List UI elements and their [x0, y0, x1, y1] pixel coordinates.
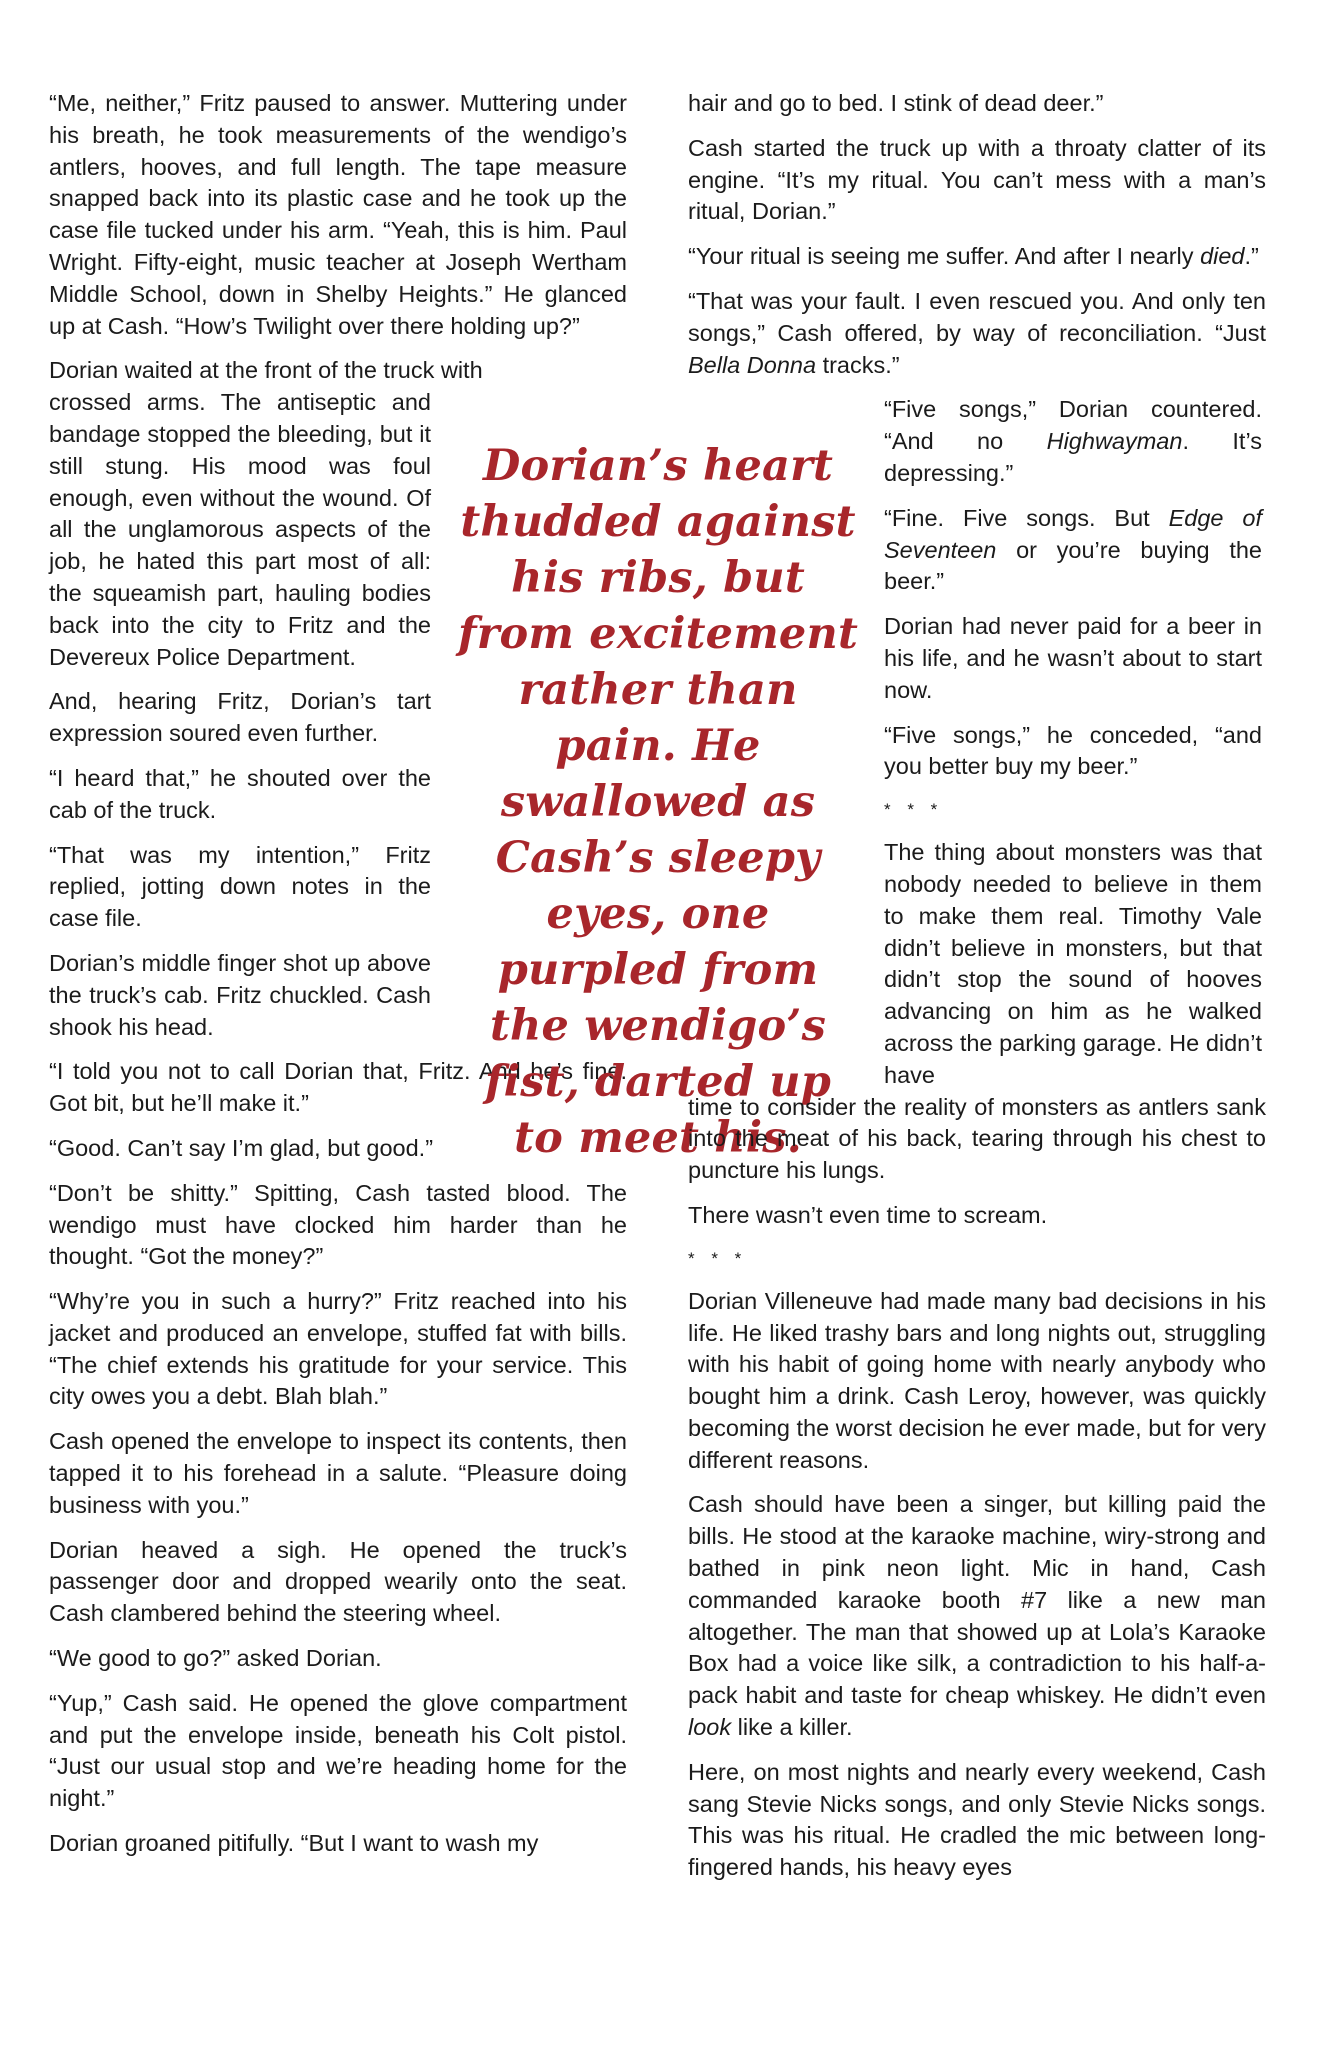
- paragraph-intro-line: Dorian waited at the front of the truck with: [49, 357, 483, 384]
- italic-title: Edge of Seventeen: [884, 504, 1262, 563]
- right-column: [688, 88, 1266, 1897]
- paragraph: Dorian heaved a sigh. He opened the truck’s passenger door and dropped wearily onto the seat. Cash clambered behind the steering wheel.: [49, 1536, 627, 1627]
- paragraph: Dorian had never paid for a beer in his life, and he wasn’t about to start now.: [884, 613, 1262, 703]
- paragraph: “Five songs,” he conceded, “and you better buy my beer.”: [884, 721, 1262, 780]
- paragraph: “Yup,” Cash said. He opened the glove compartment and put the envelope inside, beneath his Colt pistol. “Just our usual stop and we’re heading home for the night.”: [49, 1689, 627, 1812]
- text-run: “That was your fault. I even rescued you. And only ten songs,” Cash offered, by way of reconciliation. “Just: [688, 287, 1266, 346]
- scene-break: * * *: [688, 1248, 748, 1268]
- paragraph: Here, on most nights and nearly every weekend, Cash sang Stevie Nicks songs, and only Stevie Nicks songs. This was his ritual. He cradled the mic between long-fingered hands, his heavy eyes: [688, 1758, 1266, 1881]
- paragraph: “I told you not to call Dorian that, Fritz. And he’s fine. Got bit, but he’ll make it.”: [49, 1058, 627, 1117]
- paragraph: Cash opened the envelope to inspect its contents, then tapped it to his forehead in a salute. “Pleasure doing business with you.”: [49, 1428, 627, 1518]
- italic-word: died: [1200, 243, 1245, 270]
- paragraph: [884, 394, 1262, 489]
- paragraph: There wasn’t even time to scream.: [688, 1201, 1048, 1228]
- paragraph: [688, 1489, 1266, 1743]
- paragraph: crossed arms. The antiseptic and bandage stopped the bleeding, but it still stung. His mood was foul enough, even without the wound. Of all the unglamorous aspects of the job, he hated this part most of all: the squeamish part, hauling bodies back into the city to Fritz and the Devereux Police Department.: [49, 389, 431, 670]
- paragraph: Dorian groaned pitifully. “But I want to wash my: [49, 1830, 539, 1857]
- text-run: or you’re buying the beer.”: [884, 536, 1262, 595]
- paragraph: And, hearing Fritz, Dorian’s tart expression soured even further.: [49, 688, 431, 747]
- paragraph: “Me, neither,” Fritz paused to answer. Muttering under his breath, he took measurements of the wendigo’s antlers, hooves, and full length. The tape measure snapped back into its plastic case and he took up the case file tucked under his arm. “Yeah, this is him. Paul Wright. Fifty-eight, music teacher at Joseph Wertham Middle School, down in Shelby Heights.” He glanced up at Cash. “How’s Twilight over there holding up?”: [49, 90, 627, 339]
- paragraph: [884, 503, 1262, 598]
- text-run: like a killer.: [731, 1714, 853, 1741]
- text-run: tracks.”: [816, 351, 900, 378]
- paragraph: “Don’t be shitty.” Spitting, Cash tasted blood. The wendigo must have clocked him harder than he thought. “Got the money?”: [49, 1179, 627, 1270]
- paragraph: [688, 286, 1266, 381]
- paragraph: The thing about monsters was that nobody needed to believe in them to make them real. Timothy Vale didn’t believe in monsters, but that didn’t stop the sound of hooves advancing on him as he walked across the parking garage. He didn’t have: [884, 839, 1262, 1088]
- paragraph: Cash started the truck up with a throaty clatter of its engine. “It’s my ritual. You can’t mess with a man’s ritual, Dorian.”: [688, 134, 1266, 225]
- paragraph: “I heard that,” he shouted over the cab of the truck.: [49, 764, 431, 823]
- text-run: “Your ritual is seeing me suffer. And after I nearly: [688, 243, 1201, 270]
- paragraph: “Why’re you in such a hurry?” Fritz reached into his jacket and produced an envelope, stuffed fat with bills. “The chief extends his gratitude for your service. This city owes you a debt. Blah blah.”: [49, 1288, 627, 1410]
- text-run: Cash should have been a singer, but killing paid the bills. He stood at the karaoke machine, wiry-strong and bathed in pink neon light. Mic in hand, Cash commanded karaoke booth #7 like a new man altogether. The man that showed up at Lola’s Karaoke Box had a voice like silk, a contradiction to his half-a-pack habit and taste for cheap whiskey. He didn’t even: [688, 1491, 1266, 1709]
- text-run: .”: [1244, 243, 1259, 270]
- paragraph: Dorian’s middle finger shot up above the truck’s cab. Fritz chuckled. Cash shook his head.: [49, 949, 431, 1040]
- paragraph: [688, 241, 1266, 273]
- text-run: “Fine. Five songs. But: [884, 504, 1169, 531]
- italic-word: look: [688, 1714, 732, 1741]
- paragraph: “That was my intention,” Fritz replied, jotting down notes in the case file.: [49, 841, 431, 932]
- text-run: “Five songs,” Dorian countered. “And no: [884, 396, 1262, 455]
- paragraph: Dorian Villeneuve had made many bad decisions in his life. He liked trashy bars and long nights out, struggling with his habit of going home with nearly anybody who bought him a drink. Cash Leroy, however, was quickly becoming the worst decision he ever made, but for very different reasons.: [688, 1287, 1266, 1473]
- italic-title: Bella Donna: [688, 351, 817, 378]
- scene-break: * * *: [884, 800, 944, 820]
- paragraph: “Good. Can’t say I’m glad, but good.”: [49, 1134, 434, 1161]
- text-run: . It’s depressing.”: [884, 428, 1262, 486]
- paragraph: “We good to go?” asked Dorian.: [49, 1645, 382, 1672]
- pull-quote: Dorian’s heart thudded against his ribs, but from excitement rather than pain. He swallowed as Cash’s sleepy eyes, one purpled from the wendigo’s fist, darted up to meet his.: [458, 441, 859, 1163]
- paragraph: hair and go to bed. I stink of dead deer.”: [688, 90, 1104, 116]
- paragraph: time to consider the reality of monsters as antlers sank into the meat of his back, tearing through his chest to puncture his lungs.: [688, 1093, 1266, 1184]
- italic-title: Highwayman: [1046, 428, 1183, 455]
